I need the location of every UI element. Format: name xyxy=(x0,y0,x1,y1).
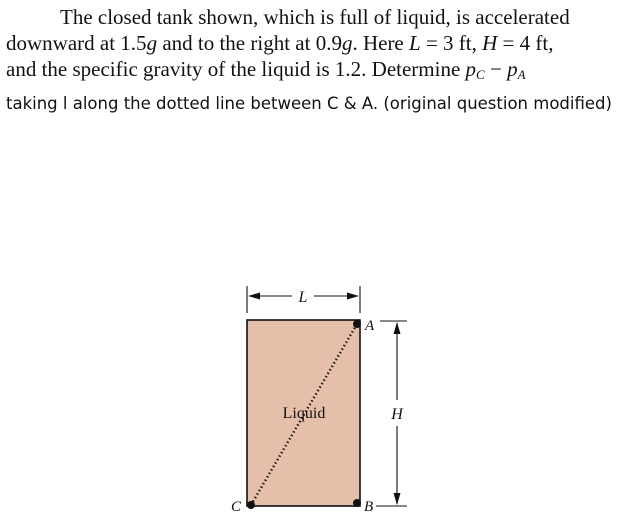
problem-line-1: The closed tank shown, which is full of liquid, is accelerated xyxy=(60,5,570,29)
liquid-label: Liquid xyxy=(282,405,326,422)
pressure-subscript: C xyxy=(476,67,485,82)
length-symbol: L xyxy=(409,31,421,55)
pressure-subscript: A xyxy=(517,67,526,82)
pressure-symbol: p xyxy=(507,57,518,81)
point-b-label: B xyxy=(364,499,374,515)
problem-text: and the specific gravity of the liquid is 1.2. Determine xyxy=(6,57,466,81)
problem-text: . Here xyxy=(352,31,410,55)
point-a-marker xyxy=(353,320,361,328)
height-symbol: H xyxy=(482,31,498,55)
problem-text: downward at 1.5 xyxy=(6,31,147,55)
gravity-symbol: g xyxy=(146,31,158,55)
gravity-symbol: g xyxy=(341,31,353,55)
dimension-h-label: H xyxy=(391,406,403,423)
point-a-label: A xyxy=(365,318,375,334)
point-c-marker xyxy=(247,501,255,509)
point-c-label: C xyxy=(231,499,242,515)
problem-text: and to the right at 0.9 xyxy=(157,31,342,55)
modification-note: taking l along the dotted line between C & A. (original question modified) xyxy=(6,94,612,113)
dimension-l-label: L xyxy=(298,289,308,306)
point-b-marker xyxy=(353,499,361,507)
pressure-symbol: p xyxy=(465,57,477,81)
minus-sign: − xyxy=(484,57,508,81)
problem-text: = 3 ft, xyxy=(420,31,483,55)
problem-text: = 4 ft, xyxy=(497,31,554,55)
